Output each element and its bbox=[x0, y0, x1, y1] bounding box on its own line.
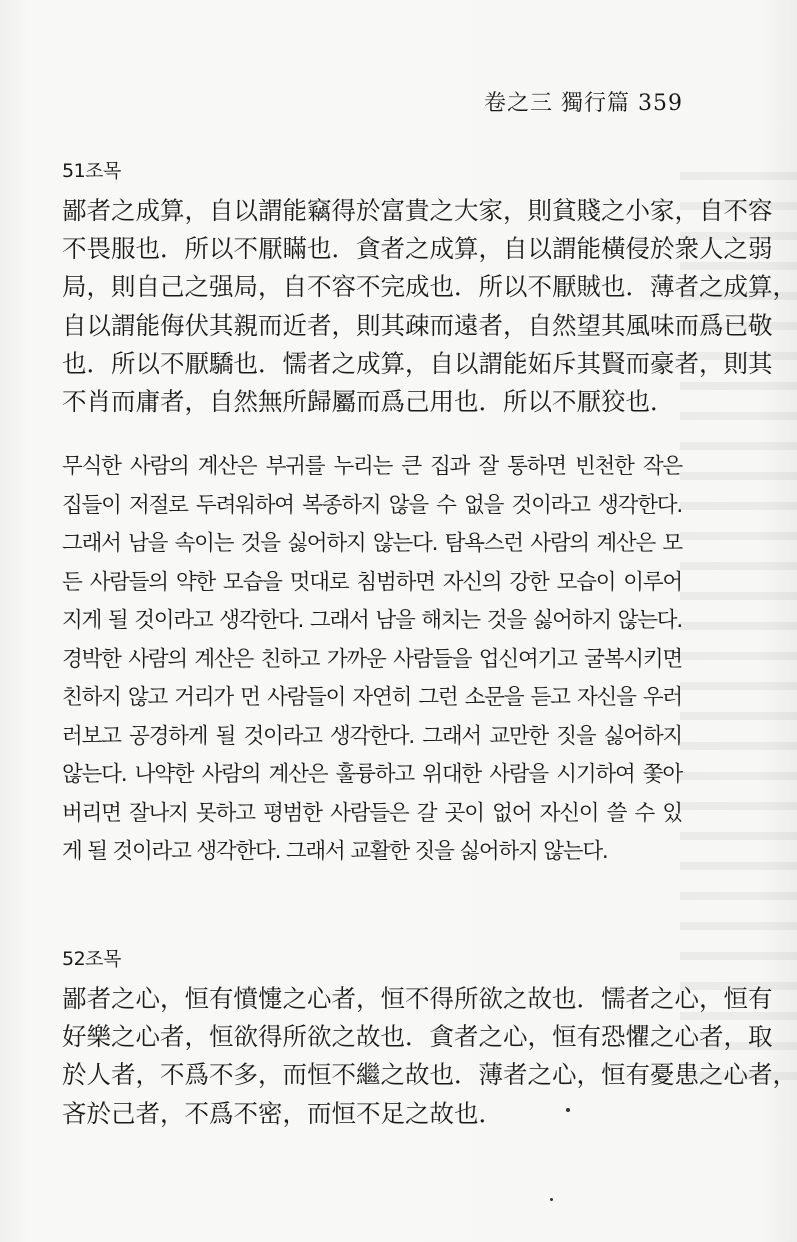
original-line: 吝於己者，不爲不密，而恒不足之故也． bbox=[62, 1098, 503, 1128]
translation-line: 경박한 사람의 계산은 친하고 가까운 사람들을 업신여기고 굴복시키면 bbox=[62, 646, 682, 672]
original-line: 局，則自己之强局，自不容不完成也．所以不厭賊也．薄者之成算， bbox=[62, 272, 797, 302]
translation-line: 든 사람들의 약한 모습을 멋대로 침범하면 자신의 강한 모습이 이루어 bbox=[62, 569, 682, 595]
original-line: 不畏服也．所以不厭瞞也．貪者之成算，自以謂能橫侵於衆人之弱 bbox=[62, 234, 773, 264]
translation-line: 러보고 공경하게 될 것이라고 생각한다. 그래서 교만한 짓을 싫어하지 bbox=[62, 723, 682, 749]
original-line: 不肖而庸者，自然無所歸屬而爲己用也．所以不厭狡也． bbox=[62, 386, 675, 416]
translation-line: 버리면 잘나지 못하고 평범한 사람들은 갈 곳이 없어 자신이 쓸 수 있 bbox=[62, 800, 682, 826]
page-number: 359 bbox=[638, 91, 683, 116]
ink-speck bbox=[550, 1198, 553, 1201]
original-line: 也．所以不厭驕也．懦者之成算，自以謂能妬斥其賢而豪者，則其 bbox=[62, 348, 773, 378]
translation-line: 않는다. 나약한 사람의 계산은 훌륭하고 위대한 사람을 시기하여 쫓아 bbox=[62, 762, 682, 787]
section-51-original-text bbox=[62, 192, 797, 421]
original-line: 鄙者之成算，自以謂能竊得於富貴之大家，則貧賤之小家，自不容 bbox=[62, 196, 773, 225]
original-line: 好樂之心者，恒欲得所欲之故也．貪者之心，恒有恐懼之心者，取 bbox=[62, 1022, 773, 1052]
section-label-51: 51조목 bbox=[62, 160, 121, 182]
running-header bbox=[476, 86, 683, 117]
translation-line: 무식한 사람의 계산은 부귀를 누리는 큰 집과 잘 통하면 빈천한 작은 bbox=[62, 454, 682, 479]
translation-line: 지게 될 것이라고 생각한다. 그래서 남을 해치는 것을 싫어하지 않는다. bbox=[62, 608, 682, 633]
translation-line: 집들이 저절로 두려워하여 복종하지 않을 수 없을 것이라고 생각한다. bbox=[62, 492, 682, 518]
original-line: 自以謂能侮伏其親而近者，則其疎而遠者，自然望其風味而爲已敬 bbox=[62, 310, 773, 340]
translation-line: 친하지 않고 거리가 먼 사람들이 자연히 그런 소문을 듣고 자신을 우러 bbox=[62, 685, 682, 710]
section-51-translation bbox=[62, 448, 682, 872]
translation-line: 게 될 것이라고 생각한다. 그래서 교활한 짓을 싫어하지 않는다. bbox=[62, 839, 608, 864]
original-line: 於人者，不爲不多，而恒不繼之故也．薄者之心，恒有憂患之心者， bbox=[62, 1060, 797, 1090]
section-label-52: 52조목 bbox=[62, 948, 121, 970]
volume-title: 卷之三 bbox=[483, 91, 553, 116]
chapter-title: 獨行篇 bbox=[560, 91, 630, 116]
section-52-original-text bbox=[62, 980, 797, 1133]
translation-line: 그래서 남을 속이는 것을 싫어하지 않는다. 탐욕스런 사람의 계산은 모 bbox=[62, 531, 682, 556]
ink-speck bbox=[566, 1108, 570, 1112]
original-line: 鄙者之心，恒有憤懥之心者，恒不得所欲之故也．懦者之心，恒有 bbox=[62, 984, 773, 1013]
